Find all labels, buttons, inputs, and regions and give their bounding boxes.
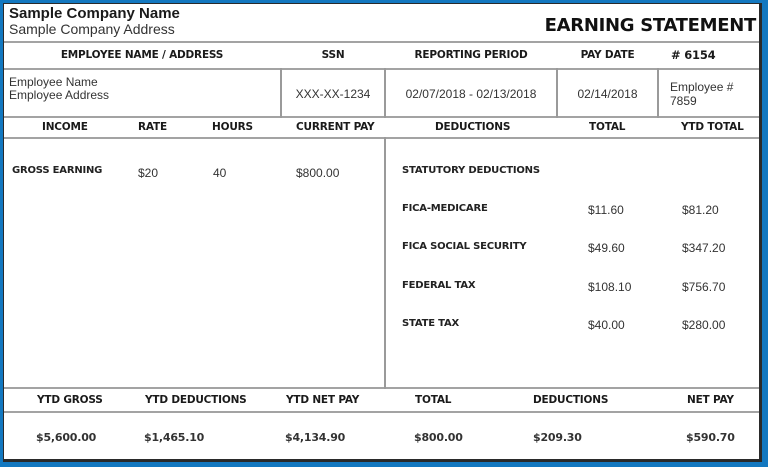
summary-header-ytd-gross: YTD GROSS — [37, 394, 103, 406]
income-current-pay: $800.00 — [296, 166, 340, 180]
deduction-ytd: $756.70 — [682, 280, 726, 294]
summary-total: $800.00 — [414, 431, 463, 444]
summary-header-deductions: DEDUCTIONS — [533, 394, 609, 406]
summary-ytd-gross: $5,600.00 — [36, 431, 97, 444]
deduction-ytd: $81.20 — [682, 203, 719, 217]
employee-number-label: Employee # — [670, 80, 734, 94]
deduction-label: FEDERAL TAX — [402, 280, 476, 291]
rule-columns-header — [4, 137, 759, 139]
header-ssn: SSN — [321, 49, 345, 61]
rule-body-end — [4, 387, 759, 389]
deduction-total: $11.60 — [588, 203, 624, 217]
rule-info-values — [4, 116, 759, 118]
header-pay-date: PAY DATE — [580, 49, 635, 61]
statutory-deductions-label: STATUTORY DEDUCTIONS — [402, 165, 540, 176]
employee-number-value: 7859 — [670, 94, 697, 108]
header-hours: HOURS — [212, 121, 253, 133]
deduction-ytd: $280.00 — [682, 318, 726, 332]
header-current-pay: CURRENT PAY — [296, 121, 375, 133]
summary-net-pay: $590.70 — [686, 431, 735, 444]
employee-address: Employee Address — [9, 88, 110, 102]
summary-header-ytd-net-pay: YTD NET PAY — [286, 394, 360, 406]
deduction-label: FICA SOCIAL SECURITY — [402, 241, 527, 252]
income-hours: 40 — [213, 166, 227, 180]
rule-info-header — [4, 68, 759, 70]
summary-header-total: TOTAL — [415, 394, 452, 406]
divider — [384, 137, 386, 389]
ssn-value: XXX-XX-1234 — [295, 87, 371, 101]
pay-date-value: 02/14/2018 — [577, 87, 638, 101]
reporting-period-value: 02/07/2018 - 02/13/2018 — [405, 87, 537, 101]
deduction-total: $108.10 — [588, 280, 632, 294]
header-reporting-period: REPORTING PERIOD — [414, 49, 528, 61]
company-name: Sample Company Name — [9, 5, 180, 22]
statement-title: EARNING STATEMENT — [544, 15, 756, 36]
deduction-total: $49.60 — [588, 241, 625, 255]
header-income: INCOME — [42, 121, 88, 133]
income-rate: $20 — [138, 166, 159, 180]
header-total: TOTAL — [589, 121, 626, 133]
company-address: Sample Company Address — [9, 21, 175, 37]
income-label: GROSS EARNING — [12, 165, 103, 176]
summary-header-ytd-deductions: YTD DEDUCTIONS — [145, 394, 247, 406]
summary-deductions: $209.30 — [533, 431, 582, 444]
summary-header-net-pay: NET PAY — [687, 394, 734, 406]
rule-header — [4, 41, 759, 43]
divider — [657, 68, 659, 118]
employee-name: Employee Name — [9, 75, 98, 89]
header-employee: EMPLOYEE NAME / ADDRESS — [60, 49, 224, 61]
deduction-ytd: $347.20 — [682, 241, 726, 255]
summary-ytd-net-pay: $4,134.90 — [285, 431, 346, 444]
rule-summary-header — [4, 411, 759, 413]
header-ytd-total: YTD TOTAL — [681, 121, 744, 133]
header-deductions: DEDUCTIONS — [435, 121, 511, 133]
deduction-label: STATE TAX — [402, 318, 460, 329]
deduction-label: FICA-MEDICARE — [402, 203, 488, 214]
earning-statement — [3, 3, 762, 462]
header-rate: RATE — [138, 121, 167, 133]
statement-number: # 6154 — [671, 48, 716, 62]
summary-ytd-deductions: $1,465.10 — [144, 431, 205, 444]
deduction-total: $40.00 — [588, 318, 625, 332]
